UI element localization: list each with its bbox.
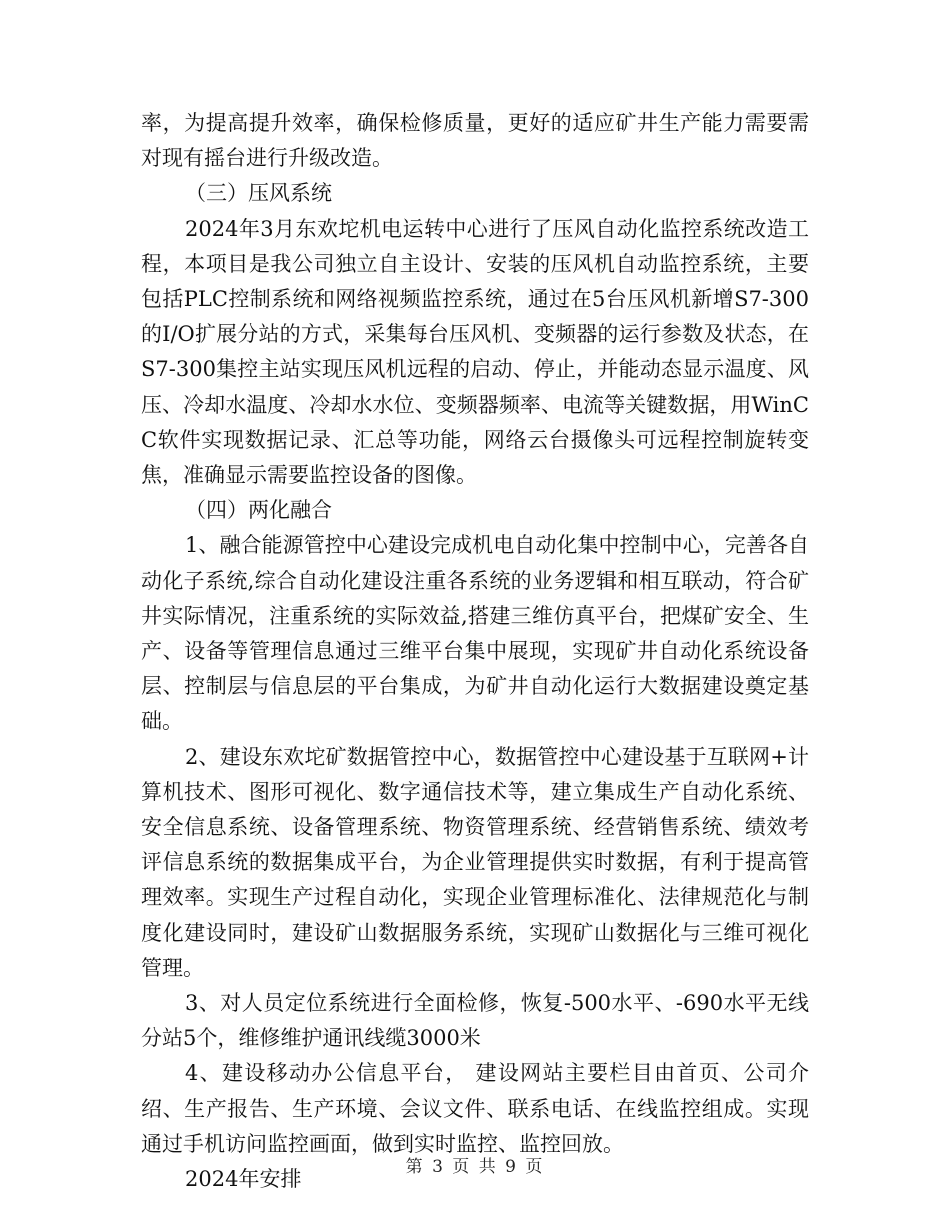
paragraph-item-2: 2、建设东欢坨矿数据管控中心，数据管控中心建设基于互联网+计算机技术、图形可视化、数字通信技术等，建立集成生产自动化系统、安全信息系统、设备管理系统、物资管理系统、经营销售系统、绩效考评信息系统的数据集成平台，为企业管理提供实时数据，有利于提高管理效率。实现生产过程自动化，实现企业管理标准化、法律规范化与制度化建设同时，建设矿山数据服务系统，实现矿山数据化与三维可视化管理。: [141, 744, 809, 980]
section-heading-2024-plan: 2024年安排: [185, 1167, 302, 1192]
paragraph-item-4: 4、建设移动办公信息平台， 建设网站主要栏目由首页、公司介绍、生产报告、生产环境、会议文件、联系电话、在线监控组成。实现通过手机访问监控画面，做到实时监控、监控回放。: [141, 1061, 809, 1156]
paragraph-item-3: 3、对人员定位系统进行全面检修，恢复-500水平、-690水平无线分站5个，维修维护通讯线缆3000米: [141, 991, 809, 1051]
page-number-footer: 第 3 页 共 9 页: [405, 1157, 545, 1177]
paragraph-compressed-air-project: 2024年3月东欢坨机电运转中心进行了压风自动化监控系统改造工程，本项目是我公司独立自主设计、安装的压风机自动监控系统，主要包括PLC控制系统和网络视频监控系统，通过在5台压风机新增S7-300的I/O扩展分站的方式，采集每台压风机、变频器的运行参数及状态，在 S7-300集控主站实现压风机远程的启动、停止，并能动态显示温度、风压、冷却水温度、冷却水水位、变频器频率、电流等关键数据，用WinCC软件实现数据记录、汇总等功能，网络云台摄像头可远程控制旋转变焦，准确显示需要监控设备的图像。: [141, 216, 809, 488]
section-heading-compressed-air: （三）压风系统: [185, 181, 332, 206]
paragraph-item-1: 1、融合能源管控中心建设完成机电自动化集中控制中心，完善各自动化子系统,综合自动化建设注重各系统的业务逻辑和相互联动，符合矿井实际情况，注重系统的实际效益,搭建三维仿真平台，把煤矿安全、生产、设备等管理信息通过三维平台集中展现，实现矿井自动化系统设备层、控制层与信息层的平台集成，为矿井自动化运行大数据建设奠定基础。: [141, 533, 809, 734]
document-body: [141, 106, 809, 1197]
section-heading-integration: （四）两化融合: [185, 498, 332, 523]
paragraph-continuation: 率，为提高提升效率，确保检修质量，更好的适应矿井生产能力需要需对现有摇台进行升级改造。: [141, 111, 809, 171]
